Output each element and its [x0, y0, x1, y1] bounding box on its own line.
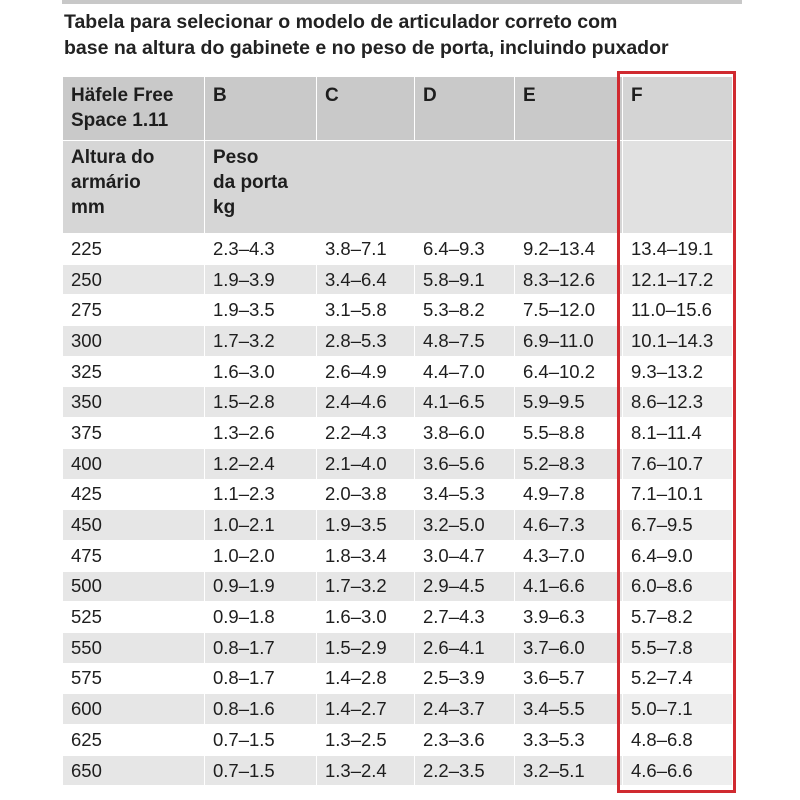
cell-b: 1.0–2.1: [205, 510, 317, 541]
header-model-f: F: [623, 77, 733, 141]
header-f-blank: [623, 141, 733, 234]
cell-f: 4.6–6.6: [623, 755, 733, 786]
cabinet-height-unit: mm: [71, 197, 105, 218]
cell-height: 450: [63, 510, 205, 541]
door-weight-label-2: da porta: [213, 172, 288, 193]
cell-d: 2.6–4.1: [415, 632, 515, 663]
door-weight-label-1: Peso: [213, 147, 259, 168]
table-row: [63, 479, 733, 510]
cell-e: 3.4–5.5: [515, 694, 623, 725]
table-row: [63, 234, 733, 265]
cell-f: 9.3–13.2: [623, 356, 733, 387]
cell-height: 275: [63, 295, 205, 326]
cell-e: 8.3–12.6: [515, 264, 623, 295]
cell-c: 2.2–4.3: [317, 418, 415, 449]
cell-b: 1.6–3.0: [205, 356, 317, 387]
cell-c: 1.9–3.5: [317, 510, 415, 541]
cell-b: 0.9–1.9: [205, 571, 317, 602]
table-row: [63, 387, 733, 418]
title-line-1: Tabela para selecionar o modelo de articulador correto com: [64, 11, 618, 33]
cell-b: 1.2–2.4: [205, 448, 317, 479]
cell-c: 3.8–7.1: [317, 234, 415, 265]
cell-f: 7.6–10.7: [623, 448, 733, 479]
cell-e: 3.2–5.1: [515, 755, 623, 786]
cell-height: 525: [63, 602, 205, 633]
cell-c: 2.1–4.0: [317, 448, 415, 479]
cell-c: 2.6–4.9: [317, 356, 415, 387]
cell-c: 1.7–3.2: [317, 571, 415, 602]
cell-d: 3.6–5.6: [415, 448, 515, 479]
cell-b: 0.8–1.7: [205, 663, 317, 694]
cell-f: 13.4–19.1: [623, 234, 733, 265]
cell-height: 375: [63, 418, 205, 449]
cell-height: 625: [63, 725, 205, 756]
units-header-row: [63, 141, 733, 234]
header-cabinet-height: [63, 141, 205, 234]
cabinet-height-label-2: armário: [71, 172, 141, 193]
table-row: [63, 725, 733, 756]
cell-f: 8.6–12.3: [623, 387, 733, 418]
cell-e: 9.2–13.4: [515, 234, 623, 265]
cell-d: 5.8–9.1: [415, 264, 515, 295]
cell-f: 5.2–7.4: [623, 663, 733, 694]
table-row: [63, 448, 733, 479]
cell-c: 3.1–5.8: [317, 295, 415, 326]
cell-f: 8.1–11.4: [623, 418, 733, 449]
cell-height: 400: [63, 448, 205, 479]
cell-d: 4.8–7.5: [415, 326, 515, 357]
cell-f: 6.4–9.0: [623, 540, 733, 571]
cell-b: 1.5–2.8: [205, 387, 317, 418]
cell-e: 4.9–7.8: [515, 479, 623, 510]
cell-e: 4.3–7.0: [515, 540, 623, 571]
table-row: [63, 295, 733, 326]
table-row: [63, 694, 733, 725]
cell-height: 425: [63, 479, 205, 510]
cell-height: 250: [63, 264, 205, 295]
cell-f: 11.0–15.6: [623, 295, 733, 326]
model-header-row: [63, 77, 733, 141]
table-row: [63, 571, 733, 602]
cell-d: 6.4–9.3: [415, 234, 515, 265]
table-row: [63, 418, 733, 449]
cell-b: 1.3–2.6: [205, 418, 317, 449]
cell-c: 2.0–3.8: [317, 479, 415, 510]
cell-e: 4.1–6.6: [515, 571, 623, 602]
table-row: [63, 264, 733, 295]
cell-height: 225: [63, 234, 205, 265]
cell-d: 2.7–4.3: [415, 602, 515, 633]
cell-d: 4.1–6.5: [415, 387, 515, 418]
cell-f: 5.5–7.8: [623, 632, 733, 663]
cell-d: 2.5–3.9: [415, 663, 515, 694]
cell-b: 0.9–1.8: [205, 602, 317, 633]
table-row: [63, 326, 733, 357]
cell-d: 3.0–4.7: [415, 540, 515, 571]
hinge-selection-table: [62, 76, 733, 786]
table-row: [63, 632, 733, 663]
cabinet-height-label-1: Altura do: [71, 147, 155, 168]
cell-d: 4.4–7.0: [415, 356, 515, 387]
header-door-weight: [205, 141, 623, 234]
cell-d: 3.2–5.0: [415, 510, 515, 541]
cell-e: 5.9–9.5: [515, 387, 623, 418]
cell-d: 2.2–3.5: [415, 755, 515, 786]
header-product: Häfele Free Space 1.11: [63, 77, 205, 141]
cell-d: 3.4–5.3: [415, 479, 515, 510]
cell-c: 2.4–4.6: [317, 387, 415, 418]
header-model-b: B: [205, 77, 317, 141]
cell-b: 1.0–2.0: [205, 540, 317, 571]
cell-f: 5.0–7.1: [623, 694, 733, 725]
cell-height: 500: [63, 571, 205, 602]
cell-b: 0.8–1.6: [205, 694, 317, 725]
cell-f: 12.1–17.2: [623, 264, 733, 295]
cell-b: 1.7–3.2: [205, 326, 317, 357]
cell-b: 1.9–3.9: [205, 264, 317, 295]
table-row: [63, 755, 733, 786]
cell-f: 5.7–8.2: [623, 602, 733, 633]
cell-e: 4.6–7.3: [515, 510, 623, 541]
cell-f: 7.1–10.1: [623, 479, 733, 510]
title-line-2: base na altura do gabinete e no peso de porta, incluindo puxador: [64, 37, 669, 59]
cell-f: 6.7–9.5: [623, 510, 733, 541]
cell-height: 300: [63, 326, 205, 357]
table-row: [63, 540, 733, 571]
cell-e: 3.6–5.7: [515, 663, 623, 694]
cell-b: 1.9–3.5: [205, 295, 317, 326]
cell-b: 2.3–4.3: [205, 234, 317, 265]
cell-height: 325: [63, 356, 205, 387]
header-model-e: E: [515, 77, 623, 141]
cell-d: 2.4–3.7: [415, 694, 515, 725]
cell-c: 1.4–2.7: [317, 694, 415, 725]
cell-f: 10.1–14.3: [623, 326, 733, 357]
cell-d: 2.3–3.6: [415, 725, 515, 756]
top-divider: [62, 0, 742, 4]
cell-d: 2.9–4.5: [415, 571, 515, 602]
cell-e: 7.5–12.0: [515, 295, 623, 326]
cell-height: 475: [63, 540, 205, 571]
cell-f: 6.0–8.6: [623, 571, 733, 602]
table-row: [63, 510, 733, 541]
cell-e: 5.2–8.3: [515, 448, 623, 479]
cell-height: 550: [63, 632, 205, 663]
cell-d: 3.8–6.0: [415, 418, 515, 449]
door-weight-unit: kg: [213, 197, 236, 218]
cell-c: 1.4–2.8: [317, 663, 415, 694]
cell-c: 1.3–2.4: [317, 755, 415, 786]
cell-b: 1.1–2.3: [205, 479, 317, 510]
cell-height: 575: [63, 663, 205, 694]
cell-e: 3.9–6.3: [515, 602, 623, 633]
cell-b: 0.7–1.5: [205, 725, 317, 756]
cell-e: 5.5–8.8: [515, 418, 623, 449]
cell-c: 1.5–2.9: [317, 632, 415, 663]
table-row: [63, 602, 733, 633]
cell-c: 3.4–6.4: [317, 264, 415, 295]
cell-height: 600: [63, 694, 205, 725]
cell-e: 6.9–11.0: [515, 326, 623, 357]
cell-e: 3.3–5.3: [515, 725, 623, 756]
header-model-c: C: [317, 77, 415, 141]
cell-b: 0.7–1.5: [205, 755, 317, 786]
cell-b: 0.8–1.7: [205, 632, 317, 663]
cell-height: 650: [63, 755, 205, 786]
page-title: [64, 9, 764, 61]
cell-height: 350: [63, 387, 205, 418]
header-model-d: D: [415, 77, 515, 141]
cell-c: 1.3–2.5: [317, 725, 415, 756]
table-row: [63, 356, 733, 387]
table-row: [63, 663, 733, 694]
cell-c: 2.8–5.3: [317, 326, 415, 357]
cell-e: 6.4–10.2: [515, 356, 623, 387]
cell-c: 1.8–3.4: [317, 540, 415, 571]
cell-d: 5.3–8.2: [415, 295, 515, 326]
cell-c: 1.6–3.0: [317, 602, 415, 633]
table-body: [63, 234, 733, 786]
cell-f: 4.8–6.8: [623, 725, 733, 756]
cell-e: 3.7–6.0: [515, 632, 623, 663]
